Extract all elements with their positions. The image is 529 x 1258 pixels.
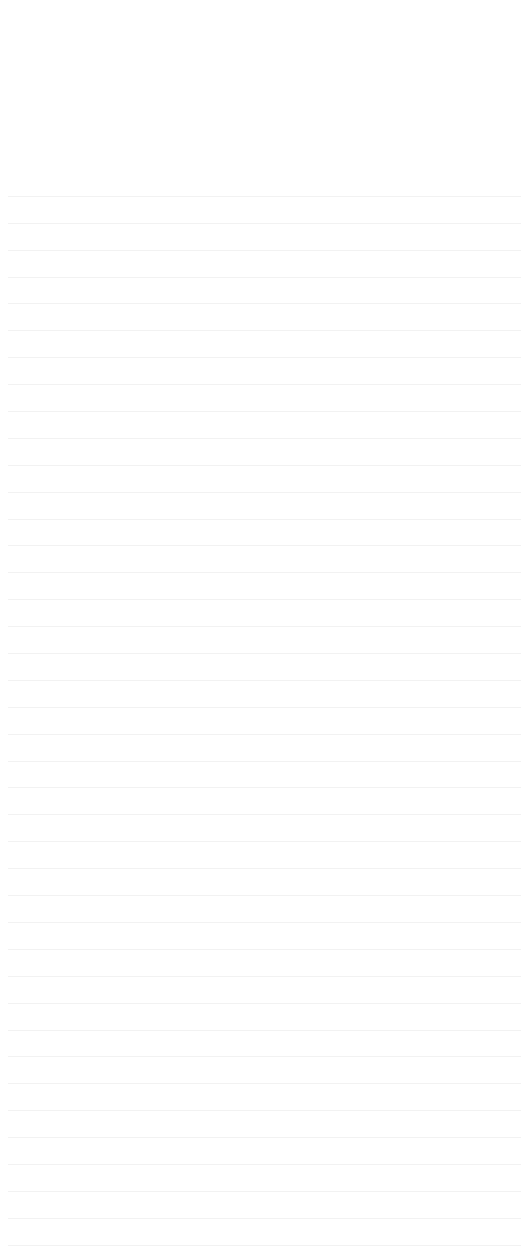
article-headline	[40, 46, 489, 80]
article-line	[8, 493, 521, 520]
article-line	[8, 1219, 521, 1246]
article-line	[8, 1246, 521, 1258]
article-line	[8, 439, 521, 466]
article-line	[8, 1165, 521, 1192]
article-line	[8, 627, 521, 654]
article-line	[8, 654, 521, 681]
article-line	[8, 304, 521, 331]
article-line	[8, 842, 521, 869]
article-line	[8, 331, 521, 358]
article-line	[8, 1138, 521, 1165]
article-line	[8, 788, 521, 815]
article-line	[8, 546, 521, 573]
article-line	[8, 735, 521, 762]
article-line	[8, 708, 521, 735]
article-line	[8, 1192, 521, 1219]
article-line	[8, 1111, 521, 1138]
article-body	[8, 170, 521, 1258]
article-line	[8, 358, 521, 385]
article-line	[8, 520, 521, 547]
article-line	[8, 950, 521, 977]
article-line	[8, 412, 521, 439]
article-line	[8, 197, 521, 224]
article-line	[8, 1057, 521, 1084]
column-name	[339, 8, 519, 26]
article-line	[8, 1084, 521, 1111]
article-line	[8, 815, 521, 842]
article-line	[8, 600, 521, 627]
article-line	[8, 1031, 521, 1058]
article-line	[8, 896, 521, 923]
article-line	[8, 573, 521, 600]
article-line	[8, 681, 521, 708]
article-line	[8, 762, 521, 789]
article-line	[8, 278, 521, 305]
article-line	[8, 923, 521, 950]
article-line	[8, 977, 521, 1004]
article-line	[8, 170, 521, 197]
article-line	[8, 251, 521, 278]
article-line	[8, 224, 521, 251]
article-line	[8, 466, 521, 493]
article-line	[8, 869, 521, 896]
article-line	[8, 1004, 521, 1031]
author-byline	[60, 101, 469, 119]
article-line	[8, 385, 521, 412]
